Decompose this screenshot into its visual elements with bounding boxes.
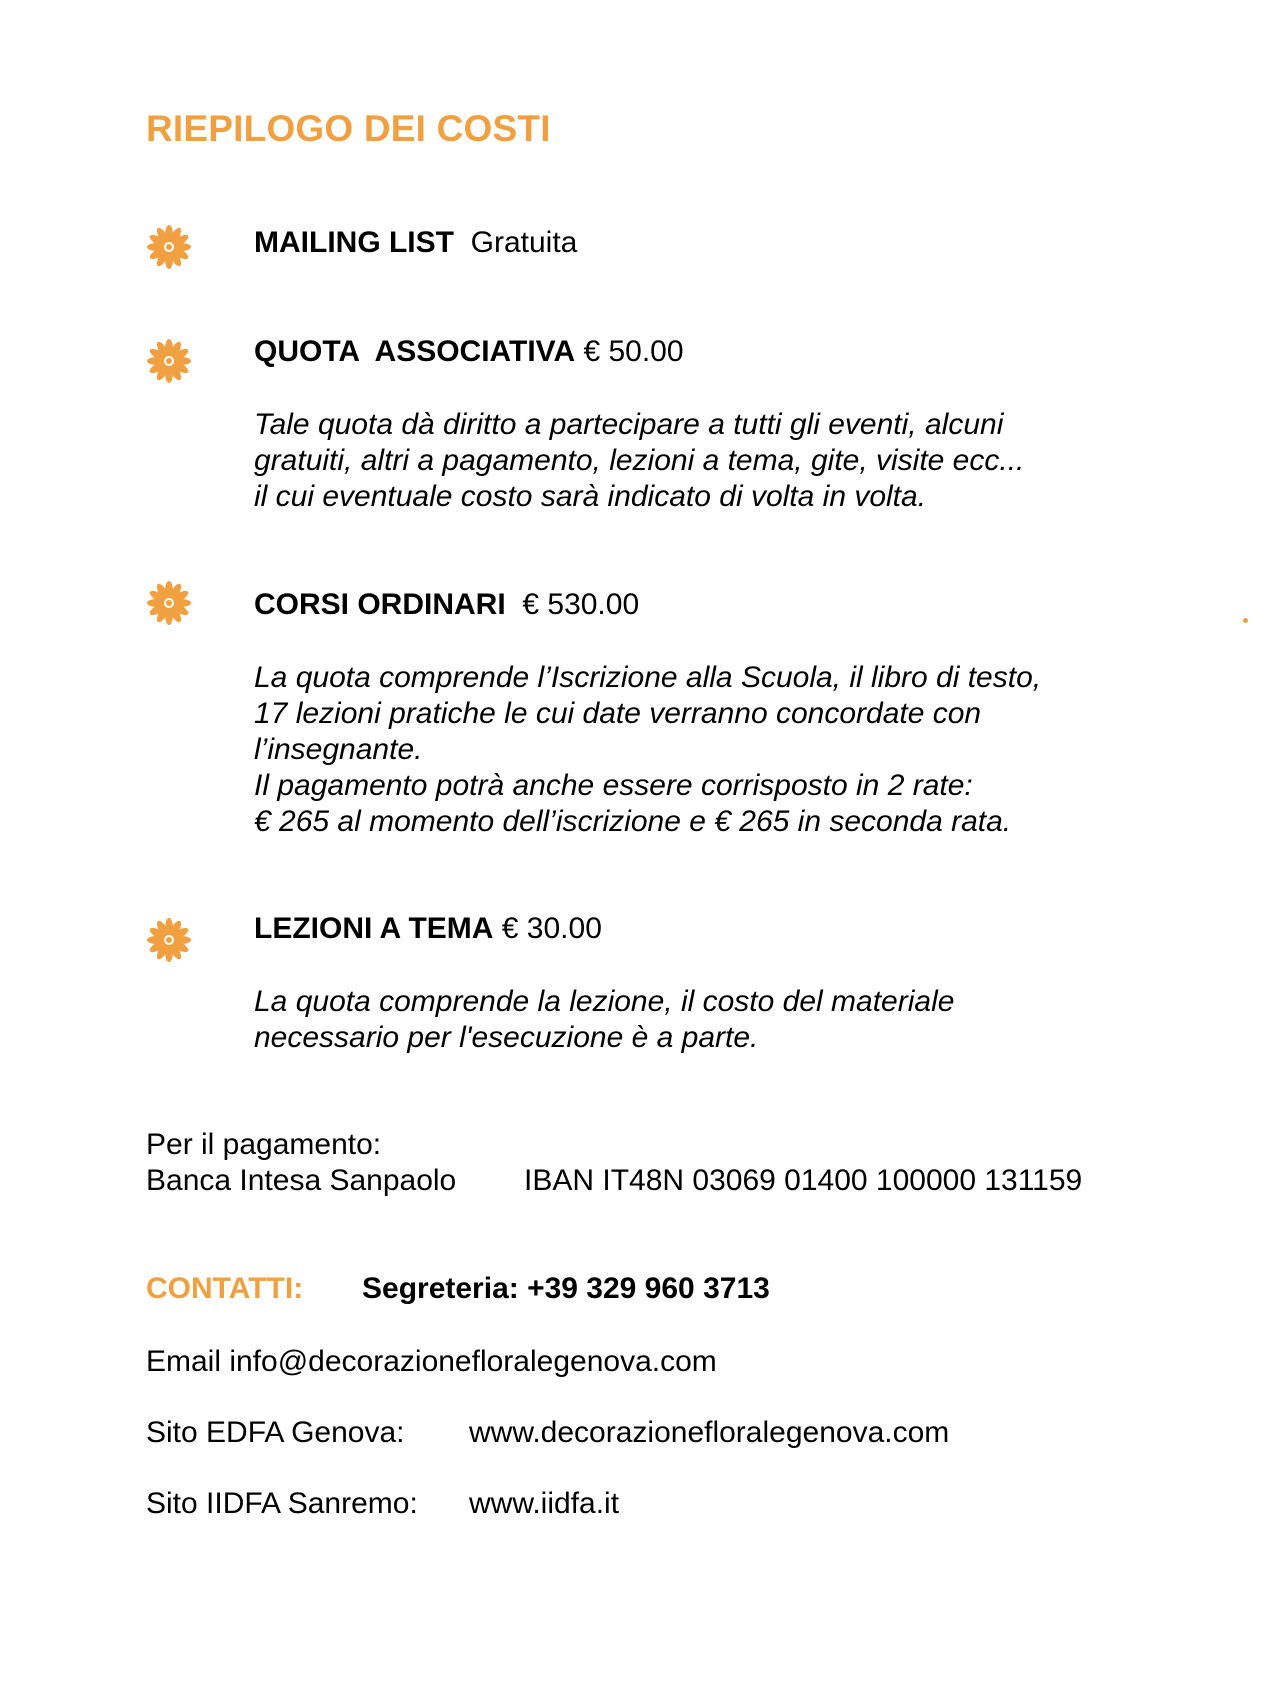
- item-price: € 30.00: [501, 912, 602, 945]
- description-line: gratuiti, altri a pagamento, lezioni a tema, gite, visite ecc...: [254, 444, 1025, 477]
- page-title: RIEPILOGO DEI COSTI: [146, 108, 551, 149]
- description-line: La quota comprende l’Iscrizione alla Scuola, il libro di testo,: [254, 661, 1042, 694]
- payment-intro: Per il pagamento:: [146, 1128, 382, 1161]
- item-label: MAILING LIST: [254, 226, 454, 259]
- payment-iban: IBAN IT48N 03069 01400 100000 131159: [524, 1164, 1083, 1197]
- flower-icon: [145, 579, 193, 627]
- site-edfa-link[interactable]: www.decorazionefloralegenova.com: [469, 1416, 950, 1449]
- item-mailing-list: [254, 226, 577, 260]
- item-label: CORSI ORDINARI: [254, 588, 506, 621]
- description-line: Il pagamento potrà anche essere corrisposto in 2 rate:: [254, 769, 973, 802]
- contacts-phone: Segreteria: +39 329 960 3713: [362, 1272, 770, 1305]
- description-line: La quota comprende la lezione, il costo del materiale: [254, 985, 955, 1018]
- site-iidfa-label: Sito IIDFA Sanremo:: [146, 1487, 418, 1520]
- item-description: [254, 984, 1154, 1056]
- item-price: Gratuita: [470, 226, 578, 259]
- site-edfa-label: Sito EDFA Genova:: [146, 1416, 405, 1449]
- site-iidfa-link[interactable]: www.iidfa.it: [469, 1487, 620, 1520]
- item-price: € 530.00: [522, 588, 640, 621]
- item-description: [254, 660, 1154, 840]
- contacts-email[interactable]: Email info@decorazionefloralegenova.com: [146, 1345, 717, 1378]
- description-line: 17 lezioni pratiche le cui date verranno concordate con: [254, 697, 982, 730]
- payment-bank: Banca Intesa Sanpaolo: [146, 1164, 457, 1197]
- flower-icon: [145, 916, 193, 964]
- item-description: [254, 407, 1154, 515]
- item-lezioni-a-tema: [254, 912, 602, 946]
- decorative-dot: [1243, 618, 1248, 623]
- description-line: l’insegnante.: [254, 733, 423, 766]
- item-label: QUOTA ASSOCIATIVA: [254, 335, 576, 368]
- item-corsi-ordinari: [254, 588, 639, 622]
- item-quota-associativa: [254, 335, 684, 369]
- contacts-label: CONTATTI:: [146, 1272, 304, 1305]
- item-label: LEZIONI A TEMA: [254, 912, 494, 945]
- flower-icon: [145, 223, 193, 271]
- description-line: Tale quota dà diritto a partecipare a tutti gli eventi, alcuni: [254, 408, 1004, 441]
- description-line: € 265 al momento dell’iscrizione e € 265 in seconda rata.: [254, 805, 1012, 838]
- description-line: necessario per l'esecuzione è a parte.: [254, 1021, 759, 1054]
- item-price: € 50.00: [583, 335, 684, 368]
- flower-icon: [145, 337, 193, 385]
- description-line: il cui eventuale costo sarà indicato di volta in volta.: [254, 480, 927, 513]
